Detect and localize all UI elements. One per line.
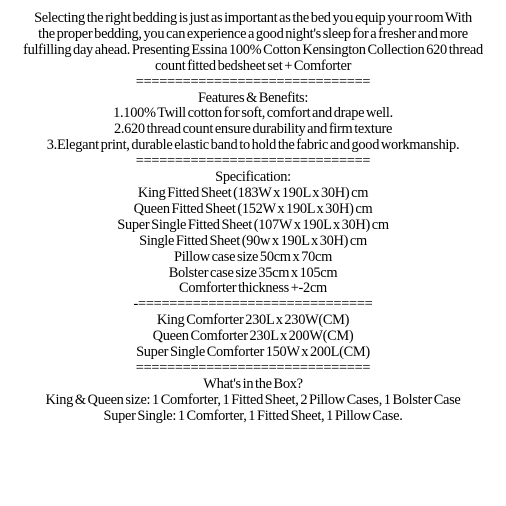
- spec-item: Queen Fitted Sheet (152W x 190L x 30H) cm: [133, 201, 373, 217]
- comforter-size-item: King Comforter 230L x 230W(CM): [156, 313, 350, 329]
- feature-item: 2.620 thread count ensure durability and firm texture: [113, 122, 393, 138]
- spec-item: Bolster case size 35cm x 105cm: [168, 265, 338, 281]
- comforter-size-item: Queen Comforter 230L x 200W(CM): [152, 329, 354, 345]
- spec-item: Single Fitted Sheet (90w x 190L x 30H) cm: [139, 233, 367, 249]
- features-heading: Features & Benefits:: [197, 90, 309, 106]
- specification-section: [0, 170, 506, 297]
- separator: ==============================: [135, 154, 371, 170]
- specification-heading: Specification:: [215, 170, 291, 186]
- intro-paragraph: [0, 11, 506, 75]
- feature-item: 1.100% Twill cotton for soft, comfort and drape well.: [113, 106, 393, 122]
- spec-item: Pillow case size 50cm x 70cm: [174, 249, 332, 265]
- separator: ==============================: [135, 74, 371, 90]
- spec-item: King Fitted Sheet (183W x 190L x 30H) cm: [137, 185, 369, 201]
- intro-line: the proper bedding, you can experience a good night's sleep for a fresher and more: [38, 26, 468, 42]
- feature-item: 3.Elegant print, durable elastic band to hold the fabric and good workmanship.: [46, 138, 460, 154]
- features-section: [0, 91, 506, 155]
- comforter-size-item: Super Single Comforter 150W x 200L(CM): [136, 345, 370, 361]
- in-box-item: King & Queen size: 1 Comforter, 1 Fitted Sheet, 2 Pillow Cases, 1 Bolster Case: [45, 392, 461, 408]
- intro-line: fulfilling day ahead. Presenting Essina 100% Cotton Kensington Collection 620 thread: [23, 42, 483, 58]
- product-description: [0, 11, 506, 425]
- in-box-heading: What's in the Box?: [203, 376, 303, 392]
- in-box-item: Super Single: 1 Comforter, 1 Fitted Sheet, 1 Pillow Case.: [103, 408, 403, 424]
- spec-item: Super Single Fitted Sheet (107W x 190L x 30H) cm: [117, 217, 389, 233]
- comforter-sizes-section: [0, 313, 506, 361]
- separator: ==============================: [135, 360, 371, 376]
- intro-line: count fitted bedsheet set + Comforter: [154, 58, 352, 74]
- separator: -==============================: [133, 297, 373, 313]
- spec-item: Comforter thickness +-2cm: [179, 281, 327, 297]
- intro-line: Selecting the right bedding is just as important as the bed you equip your room With: [34, 11, 472, 26]
- in-box-section: [0, 377, 506, 425]
